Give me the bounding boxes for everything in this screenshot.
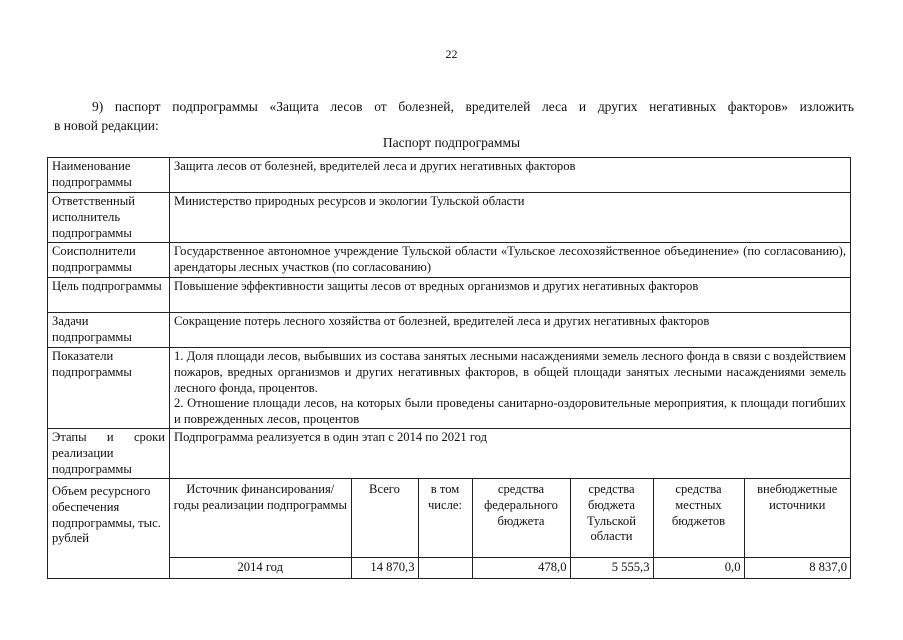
funding-header: средства бюджета Тульской области <box>570 479 653 558</box>
row-value: Защита лесов от болезней, вредителей леса и других негативных факторов <box>170 158 851 193</box>
row-label: Соисполнители подпрограммы <box>48 243 170 278</box>
passport-table <box>47 157 851 579</box>
funding-header-row <box>170 479 850 558</box>
funding-local: 0,0 <box>653 557 744 578</box>
table-row <box>48 313 851 348</box>
funding-data-row <box>170 557 850 578</box>
funding-header: Источник финансирования/ годы реализации подпрограммы <box>170 479 351 558</box>
table-row <box>48 193 851 243</box>
funding-header: в том числе: <box>418 479 472 558</box>
funding-header: средства местных бюджетов <box>653 479 744 558</box>
table-row <box>48 428 851 478</box>
row-value <box>170 348 851 429</box>
funding-header: средства федерального бюджета <box>472 479 570 558</box>
row-value: Министерство природных ресурсов и экологии Тульской области <box>170 193 851 243</box>
row-label: Показатели подпрограммы <box>48 348 170 429</box>
funding-extra: 8 837,0 <box>744 557 850 578</box>
table-row <box>48 158 851 193</box>
row-value: Государственное автономное учреждение Тульской области «Тульское лесохозяйственное объединение» (по согласованию), арендаторы лесных участков (по согласованию) <box>170 243 851 278</box>
intro-paragraph <box>54 97 854 135</box>
page-number: 22 <box>445 47 458 61</box>
row-label: Ответственный исполнитель подпрограммы <box>48 193 170 243</box>
row-label: Цель подпрограммы <box>48 278 170 313</box>
funding-header: внебюджетные источники <box>744 479 850 558</box>
table-row <box>48 478 851 578</box>
funding-header: Всего <box>351 479 418 558</box>
indicator-item-2: 2. Отношение площади лесов, на которых были проведены санитарно-оздоровительные мероприятия, к площади погибших и поврежденных лесов, процентов <box>174 396 846 427</box>
funding-cell <box>170 478 851 578</box>
indicator-item-1: 1. Доля площади лесов, выбывших из состава занятых лесными насаждениями земель лесного фонда в связи с воздействием пожаров, вредных организмов и других негативных факторов, в общей площади занятых лесными насаждениями земель лесного фонда, процентов. <box>174 349 846 395</box>
funding-incl <box>418 557 472 578</box>
intro-line-1: 9) паспорт подпрограммы «Защита лесов от болезней, вредителей леса и других негативных факторов» изложить <box>92 99 854 114</box>
intro-line-2: в новой редакции: <box>54 118 159 133</box>
funding-federal: 478,0 <box>472 557 570 578</box>
funding-table <box>170 479 850 578</box>
row-label: Объем ресурсного обеспечения подпрограммы, тыс. рублей <box>48 478 170 578</box>
funding-year: 2014 год <box>170 557 351 578</box>
table-row <box>48 243 851 278</box>
table-caption: Паспорт подпрограммы <box>382 135 521 150</box>
row-label: Этапы и сроки реализации подпрограммы <box>48 428 170 478</box>
row-label: Наименование подпрограммы <box>48 158 170 193</box>
funding-regional: 5 555,3 <box>570 557 653 578</box>
row-value: Сокращение потерь лесного хозяйства от болезней, вредителей леса и других негативных факторов <box>170 313 851 348</box>
row-value: Повышение эффективности защиты лесов от вредных организмов и других негативных факторов <box>170 278 851 313</box>
table-row <box>48 278 851 313</box>
table-row <box>48 348 851 429</box>
row-label: Задачи подпрограммы <box>48 313 170 348</box>
row-value: Подпрограмма реализуется в один этап с 2014 по 2021 год <box>170 428 851 478</box>
funding-total: 14 870,3 <box>351 557 418 578</box>
